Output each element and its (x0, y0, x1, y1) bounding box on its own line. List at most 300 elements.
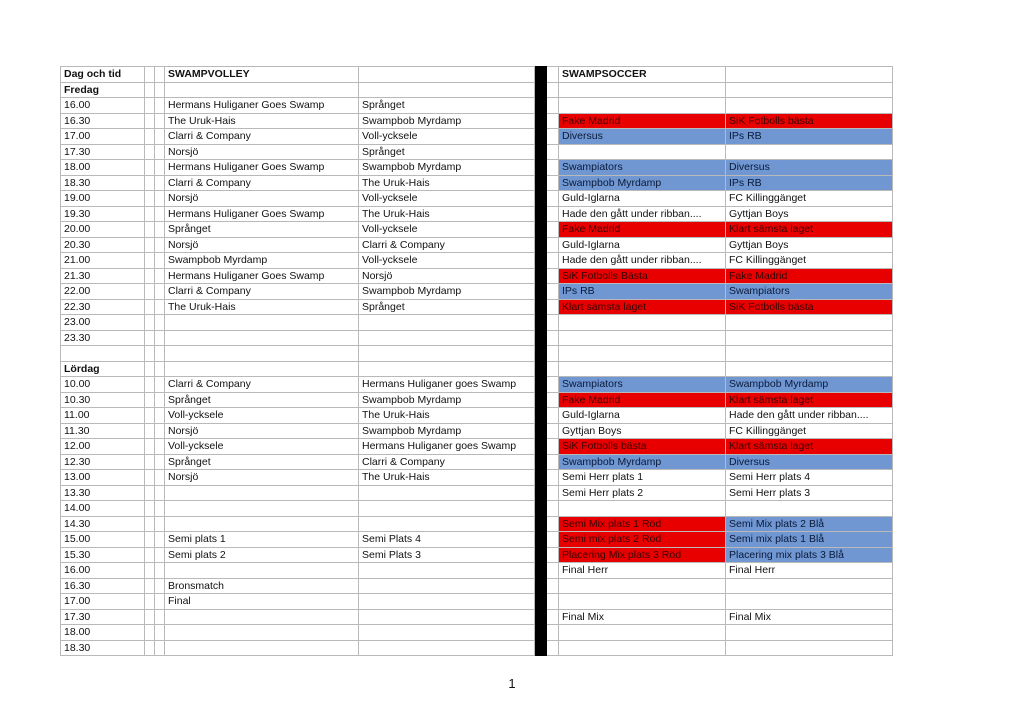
soccer-team-2: Klart sämsta laget (726, 439, 893, 455)
time-cell: 18.00 (61, 160, 145, 176)
volley-team-2: Hermans Huliganer goes Swamp (359, 439, 535, 455)
volley-team-1: Hermans Huliganer Goes Swamp (165, 160, 359, 176)
spacer-cell (547, 485, 559, 501)
time-cell: 17.30 (61, 609, 145, 625)
spacer-cell (145, 516, 155, 532)
volley-team-1: Norsjö (165, 144, 359, 160)
volley-team-2: Swampbob Myrdamp (359, 113, 535, 129)
table-row (61, 253, 893, 269)
time-cell: 18.30 (61, 640, 145, 656)
table-row (61, 392, 893, 408)
spacer-cell (547, 175, 559, 191)
volley-team-2: The Uruk-Hais (359, 206, 535, 222)
time-cell: 22.30 (61, 299, 145, 315)
soccer-team-1: Fake Madrid (559, 113, 726, 129)
spacer-cell (155, 175, 165, 191)
volley-team-2: The Uruk-Hais (359, 470, 535, 486)
soccer-team-1: Gyttjan Boys (559, 423, 726, 439)
time-cell: 13.30 (61, 485, 145, 501)
spacer-cell (155, 253, 165, 269)
column-separator (535, 423, 547, 439)
soccer-team-1 (559, 82, 726, 98)
column-separator (535, 547, 547, 563)
volley-team-2: Swampbob Myrdamp (359, 160, 535, 176)
column-separator (535, 315, 547, 331)
spacer-cell (145, 625, 155, 641)
spacer-cell (145, 82, 155, 98)
spacer-cell (547, 625, 559, 641)
spacer-cell (145, 563, 155, 579)
soccer-team-1 (559, 315, 726, 331)
spacer-cell (547, 578, 559, 594)
spacer-cell (145, 98, 155, 114)
time-cell: 19.30 (61, 206, 145, 222)
volley-team-2 (359, 485, 535, 501)
time-cell: 23.30 (61, 330, 145, 346)
column-separator (535, 175, 547, 191)
spacer-cell (155, 268, 165, 284)
spacer-cell (145, 485, 155, 501)
time-cell: 17.00 (61, 129, 145, 145)
volley-team-1 (165, 361, 359, 377)
spacer-cell (547, 299, 559, 315)
volley-team-1: The Uruk-Hais (165, 299, 359, 315)
volley-team-2 (359, 501, 535, 517)
table-row (61, 129, 893, 145)
spacer-cell (155, 454, 165, 470)
column-separator (535, 253, 547, 269)
table-row (61, 594, 893, 610)
spacer-cell (145, 640, 155, 656)
time-cell: 11.00 (61, 408, 145, 424)
soccer-team-2: Final Mix (726, 609, 893, 625)
soccer-team-2 (726, 594, 893, 610)
volley-team-2 (359, 361, 535, 377)
table-row (61, 237, 893, 253)
column-separator (535, 516, 547, 532)
volley-team-1: Hermans Huliganer Goes Swamp (165, 98, 359, 114)
soccer-team-1: Hade den gått under ribban.... (559, 253, 726, 269)
spacer-cell (155, 346, 165, 362)
table-row (61, 98, 893, 114)
volley-team-2: Semi Plats 4 (359, 532, 535, 548)
volley-team-1: Norsjö (165, 470, 359, 486)
spacer-cell (155, 547, 165, 563)
soccer-team-2: Swampbob Myrdamp (726, 377, 893, 393)
spacer-cell (145, 315, 155, 331)
soccer-team-1: Fake Madrid (559, 222, 726, 238)
soccer-team-1: Klart sämsta laget (559, 299, 726, 315)
soccer-team-1: Final Herr (559, 563, 726, 579)
spacer-cell (155, 144, 165, 160)
table-row (61, 439, 893, 455)
spacer-cell (155, 222, 165, 238)
soccer-team-2: Semi mix plats 1 Blå (726, 532, 893, 548)
volley-team-2: Hermans Huliganer goes Swamp (359, 377, 535, 393)
spacer-cell (145, 377, 155, 393)
soccer-team-1: Diversus (559, 129, 726, 145)
time-cell: 17.30 (61, 144, 145, 160)
column-separator (535, 563, 547, 579)
volley-team-1 (165, 330, 359, 346)
soccer-team-2 (726, 578, 893, 594)
volley-team-2: The Uruk-Hais (359, 408, 535, 424)
spacer-cell (547, 392, 559, 408)
soccer-team-2 (726, 144, 893, 160)
header-time: Dag och tid (61, 67, 145, 83)
volley-team-2: Semi Plats 3 (359, 547, 535, 563)
soccer-team-1: IPs RB (559, 284, 726, 300)
column-separator (535, 470, 547, 486)
volley-team-2 (359, 594, 535, 610)
spacer-cell (547, 501, 559, 517)
table-row (61, 330, 893, 346)
spacer-cell (547, 284, 559, 300)
time-cell: Lördag (61, 361, 145, 377)
column-separator (535, 330, 547, 346)
soccer-team-1: Swampiators (559, 160, 726, 176)
soccer-team-1 (559, 144, 726, 160)
soccer-team-2: FC Killinggänget (726, 423, 893, 439)
table-row (61, 547, 893, 563)
spacer-cell (547, 377, 559, 393)
volley-team-2 (359, 346, 535, 362)
spacer-cell (155, 594, 165, 610)
table-row (61, 361, 893, 377)
spacer-cell (155, 67, 165, 83)
soccer-team-2 (726, 640, 893, 656)
spacer-cell (155, 408, 165, 424)
spacer-cell (145, 175, 155, 191)
spacer-cell (155, 206, 165, 222)
volley-team-2: Norsjö (359, 268, 535, 284)
volley-team-1: Swampbob Myrdamp (165, 253, 359, 269)
time-cell: 20.30 (61, 237, 145, 253)
spacer-cell (155, 237, 165, 253)
soccer-team-2: Semi Herr plats 3 (726, 485, 893, 501)
spacer-cell (145, 191, 155, 207)
volley-team-1: Norsjö (165, 237, 359, 253)
volley-team-2 (359, 563, 535, 579)
volley-team-1 (165, 82, 359, 98)
spacer-cell (155, 625, 165, 641)
soccer-team-2: Fake Madrid (726, 268, 893, 284)
soccer-team-1 (559, 330, 726, 346)
spacer-cell (547, 609, 559, 625)
spacer-cell (145, 392, 155, 408)
spacer-cell (145, 330, 155, 346)
soccer-team-2: IPs RB (726, 175, 893, 191)
time-cell: 15.00 (61, 532, 145, 548)
volley-team-2: The Uruk-Hais (359, 175, 535, 191)
volley-team-2: Voll-ycksele (359, 222, 535, 238)
soccer-team-1: Swampiators (559, 377, 726, 393)
spacer-cell (155, 501, 165, 517)
soccer-team-2: Klart sämsta laget (726, 392, 893, 408)
soccer-team-2: FC Killinggänget (726, 253, 893, 269)
spacer-cell (155, 284, 165, 300)
spacer-cell (155, 315, 165, 331)
spacer-cell (547, 113, 559, 129)
spacer-cell (145, 361, 155, 377)
soccer-team-1: Placering Mix plats 3 Röd (559, 547, 726, 563)
spacer-cell (547, 222, 559, 238)
volley-team-2 (359, 516, 535, 532)
soccer-team-2: Final Herr (726, 563, 893, 579)
column-separator (535, 206, 547, 222)
volley-team-1 (165, 315, 359, 331)
column-separator (535, 594, 547, 610)
column-separator (535, 67, 547, 83)
header-volley-empty (359, 67, 535, 83)
volley-team-2: Språnget (359, 299, 535, 315)
spacer-cell (155, 609, 165, 625)
volley-team-1: Clarri & Company (165, 377, 359, 393)
table-row (61, 222, 893, 238)
spacer-cell (145, 67, 155, 83)
column-separator (535, 129, 547, 145)
spacer-cell (547, 532, 559, 548)
spacer-cell (145, 206, 155, 222)
spacer-cell (155, 299, 165, 315)
soccer-team-2: Swampiators (726, 284, 893, 300)
table-row (61, 82, 893, 98)
spacer-cell (145, 222, 155, 238)
soccer-team-1: Semi Herr plats 1 (559, 470, 726, 486)
spacer-cell (547, 594, 559, 610)
column-separator (535, 160, 547, 176)
volley-team-1: The Uruk-Hais (165, 113, 359, 129)
column-separator (535, 113, 547, 129)
soccer-team-1 (559, 594, 726, 610)
header-swampsoccer: SWAMPSOCCER (559, 67, 726, 83)
column-separator (535, 377, 547, 393)
volley-team-1 (165, 640, 359, 656)
table-row (61, 315, 893, 331)
column-separator (535, 532, 547, 548)
spacer-cell (155, 578, 165, 594)
volley-team-1: Clarri & Company (165, 284, 359, 300)
time-cell: 16.30 (61, 113, 145, 129)
soccer-team-1: Semi mix plats 2 Röd (559, 532, 726, 548)
soccer-team-2: SiK Fotbolls bästa (726, 299, 893, 315)
spacer-cell (155, 439, 165, 455)
soccer-team-2 (726, 315, 893, 331)
volley-team-2 (359, 330, 535, 346)
spacer-cell (145, 609, 155, 625)
soccer-team-1: SiK Fotbolls bästa (559, 439, 726, 455)
spacer-cell (155, 516, 165, 532)
table-row (61, 113, 893, 129)
volley-team-1: Språnget (165, 454, 359, 470)
spacer-cell (145, 129, 155, 145)
soccer-team-2: FC Killinggänget (726, 191, 893, 207)
table-row (61, 454, 893, 470)
page-number: 1 (508, 676, 516, 691)
soccer-team-1: Guld-Iglarna (559, 408, 726, 424)
volley-team-1: Voll-ycksele (165, 439, 359, 455)
column-separator (535, 284, 547, 300)
volley-team-2: Clarri & Company (359, 454, 535, 470)
table-row (61, 268, 893, 284)
time-cell: 16.00 (61, 563, 145, 579)
volley-team-2: Voll-ycksele (359, 129, 535, 145)
spacer-cell (155, 640, 165, 656)
table-row (61, 346, 893, 362)
spacer-cell (547, 640, 559, 656)
time-cell: 10.30 (61, 392, 145, 408)
spacer-cell (155, 470, 165, 486)
volley-team-2: Voll-ycksele (359, 191, 535, 207)
soccer-team-2: Gyttjan Boys (726, 206, 893, 222)
time-cell: 18.00 (61, 625, 145, 641)
table-row (61, 563, 893, 579)
column-separator (535, 392, 547, 408)
spacer-cell (155, 98, 165, 114)
table-row (61, 516, 893, 532)
spacer-cell (547, 361, 559, 377)
soccer-team-1 (559, 501, 726, 517)
volley-team-1: Clarri & Company (165, 175, 359, 191)
volley-team-1: Semi plats 2 (165, 547, 359, 563)
time-cell: 11.30 (61, 423, 145, 439)
soccer-team-2: Hade den gått under ribban.... (726, 408, 893, 424)
volley-team-2 (359, 82, 535, 98)
spacer-cell (145, 594, 155, 610)
volley-team-2 (359, 625, 535, 641)
soccer-team-2 (726, 98, 893, 114)
time-cell: 21.30 (61, 268, 145, 284)
column-separator (535, 346, 547, 362)
spacer-cell (547, 330, 559, 346)
volley-team-1 (165, 501, 359, 517)
spacer-cell (547, 237, 559, 253)
spacer-cell (145, 237, 155, 253)
spacer-cell (155, 113, 165, 129)
spacer-cell (145, 439, 155, 455)
column-separator (535, 454, 547, 470)
volley-team-1: Semi plats 1 (165, 532, 359, 548)
spacer-cell (547, 253, 559, 269)
column-separator (535, 144, 547, 160)
header-soccer-empty (726, 67, 893, 83)
time-cell: 23.00 (61, 315, 145, 331)
spacer-cell (547, 129, 559, 145)
soccer-team-1: Semi Mix plats 1 Röd (559, 516, 726, 532)
soccer-team-2: SiK Fotbolls bästa (726, 113, 893, 129)
volley-team-2: Clarri & Company (359, 237, 535, 253)
table-row (61, 284, 893, 300)
soccer-team-2: Semi Herr plats 4 (726, 470, 893, 486)
column-separator (535, 625, 547, 641)
volley-team-1: Norsjö (165, 191, 359, 207)
volley-team-2: Språnget (359, 144, 535, 160)
table-row (61, 206, 893, 222)
table-row (61, 501, 893, 517)
soccer-team-1: Guld-Iglarna (559, 237, 726, 253)
table-row (61, 377, 893, 393)
volley-team-1 (165, 625, 359, 641)
column-separator (535, 501, 547, 517)
spacer-cell (547, 315, 559, 331)
spacer-cell (155, 82, 165, 98)
spacer-cell (145, 470, 155, 486)
soccer-team-1: Swampbob Myrdamp (559, 175, 726, 191)
time-cell: 21.00 (61, 253, 145, 269)
column-separator (535, 191, 547, 207)
spacer-cell (145, 144, 155, 160)
volley-team-1: Språnget (165, 392, 359, 408)
soccer-team-2: Diversus (726, 454, 893, 470)
column-separator (535, 237, 547, 253)
soccer-team-2: Gyttjan Boys (726, 237, 893, 253)
spacer-cell (547, 144, 559, 160)
spacer-cell (145, 501, 155, 517)
volley-team-2 (359, 640, 535, 656)
column-separator (535, 439, 547, 455)
spacer-cell (155, 330, 165, 346)
soccer-team-2: Semi Mix plats 2 Blå (726, 516, 893, 532)
soccer-team-1: Hade den gått under ribban.... (559, 206, 726, 222)
time-cell: 12.30 (61, 454, 145, 470)
volley-team-1 (165, 516, 359, 532)
spacer-cell (145, 268, 155, 284)
volley-team-1: Final (165, 594, 359, 610)
column-separator (535, 268, 547, 284)
spacer-cell (547, 191, 559, 207)
volley-team-1 (165, 346, 359, 362)
table-row (61, 625, 893, 641)
table-row (61, 175, 893, 191)
time-cell: 14.00 (61, 501, 145, 517)
volley-team-2: Swampbob Myrdamp (359, 392, 535, 408)
spacer-cell (547, 470, 559, 486)
time-cell: 16.00 (61, 98, 145, 114)
spacer-cell (547, 563, 559, 579)
spacer-cell (145, 532, 155, 548)
header-row (61, 67, 893, 83)
spacer-cell (547, 547, 559, 563)
volley-team-1: Clarri & Company (165, 129, 359, 145)
spacer-cell (155, 423, 165, 439)
column-separator (535, 485, 547, 501)
column-separator (535, 640, 547, 656)
table-row (61, 299, 893, 315)
table-row (61, 160, 893, 176)
spacer-cell (155, 377, 165, 393)
column-separator (535, 609, 547, 625)
spacer-cell (145, 454, 155, 470)
volley-team-1: Norsjö (165, 423, 359, 439)
table-row (61, 609, 893, 625)
column-separator (535, 98, 547, 114)
spacer-cell (547, 408, 559, 424)
time-cell: 16.30 (61, 578, 145, 594)
volley-team-1 (165, 485, 359, 501)
spacer-cell (155, 485, 165, 501)
spacer-cell (155, 129, 165, 145)
time-cell: 22.00 (61, 284, 145, 300)
soccer-team-2 (726, 330, 893, 346)
spacer-cell (547, 346, 559, 362)
volley-team-1: Hermans Huliganer Goes Swamp (165, 268, 359, 284)
volley-team-2: Språnget (359, 98, 535, 114)
spacer-cell (145, 160, 155, 176)
time-cell: 19.00 (61, 191, 145, 207)
table-row (61, 640, 893, 656)
spacer-cell (547, 67, 559, 83)
spacer-cell (145, 299, 155, 315)
